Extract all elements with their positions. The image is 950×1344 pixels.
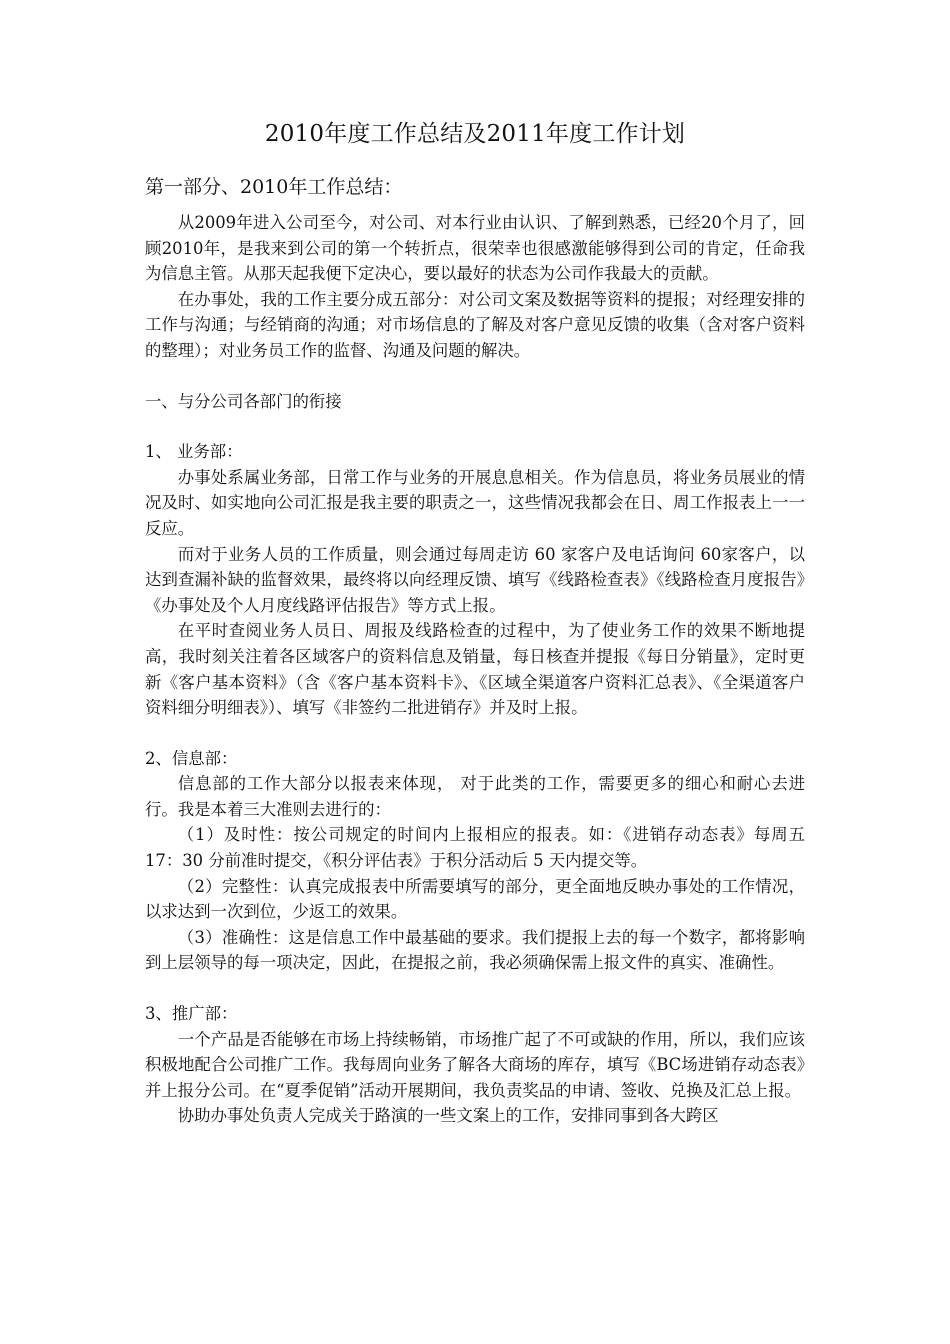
info-item-accuracy: （3）准确性：这是信息工作中最基础的要求。我们提报上去的每一个数字，都将影响到上层领导的每一项决定，因此，在提报之前，我必须确保需上报文件的真实、准确性。 <box>145 927 805 973</box>
document-title: 2010年度工作总结及2011年度工作计划 <box>264 121 686 147</box>
spacer <box>145 364 805 389</box>
info-item-timeliness: （1）及时性：按公司规定的时间内上报相应的报表。如：《进销存动态表》每周五 17：30 分前准时提交，《积分评估表》于积分活动后 5 天内提交等。 <box>145 825 805 871</box>
intro-paragraph: 在办事处，我的工作主要分成五部分：对公司文案及数据等资料的提报；对经理安排的工作与沟通；与经销商的沟通；对市场信息的了解及对客户意见反馈的收集（含对客户资料的整理）；对业务员工作的监督、沟通及问题的解决。 <box>145 289 805 360</box>
business-paragraph: 办事处系属业务部，日常工作与业务的开展息息相关。作为信息员，将业务员展业的情况及时、如实地向公司汇报是我主要的职责之一，这些情况我都会在日、周工作报表上一一反应。 <box>145 467 805 538</box>
info-heading: 2、信息部： <box>145 748 238 768</box>
info-paragraph: 信息部的工作大部分以报表来体现， 对于此类的工作，需要更多的细心和耐心去进行。我是本着三大准则去进行的： <box>145 774 805 819</box>
part1-heading: 第一部分、2010年工作总结： <box>145 176 403 198</box>
spacer <box>145 721 805 746</box>
business-heading: 1、 业务部： <box>145 442 243 462</box>
promotion-paragraph: 一个产品是否能够在市场上持续畅销，市场推广起了不可或缺的作用，所以，我们应该积极地配合公司推广工作。我每周向业务了解各大商场的库存，填写《BC场进销存动态表》并上报分公司。在“夏季促销”活动开展期间，我负责奖品的申请、签收、兑换及汇总上报。 <box>145 1029 805 1100</box>
info-item-completeness: （2）完整性：认真完成报表中所需要填写的部分，更全面地反映办事处的工作情况，以求达到一次到位，少返工的效果。 <box>145 876 805 922</box>
section1-heading: 一、与分公司各部门的衔接 <box>145 391 342 411</box>
business-paragraph: 而对于业务人员的工作质量，则会通过每周走访 60 家客户及电话询问 60家客户，以达到查漏补缺的监督效果，最终将以向经理反馈、填写《线路检查表》《线路检查月度报告》《办事处及个人月度线路评估报告》等方式上报。 <box>145 544 805 615</box>
promotion-paragraph: 协助办事处负责人完成关于路演的一些文案上的工作，安排同事到各大跨区 <box>177 1106 719 1126</box>
intro-paragraph: 从2009年进入公司至今，对公司、对本行业由认识、了解到熟悉，已经20个月了，回顾2010年，是我来到公司的第一个转折点，很荣幸也很感激能够得到公司的肯定，任命我为信息主管。从那天起我便下定决心，要以最好的状态为公司作我最大的贡献。 <box>145 213 805 284</box>
spacer <box>145 414 805 439</box>
spacer <box>145 976 805 1001</box>
document-page <box>145 118 805 1129</box>
business-paragraph: 在平时查阅业务人员日、周报及线路检查的过程中，为了使业务工作的效果不断地提高，我时刻关注着各区域客户的资料信息及销量，每日核查并提报《每日分销量》，定时更新《客户基本资料》（含《客户基本资料卡》、《区域全渠道客户资料汇总表》、《全渠道客户资料细分明细表》）、填写《非签约二批进销存》并及时上报。 <box>145 621 805 718</box>
promotion-heading: 3、推广部： <box>145 1004 238 1024</box>
